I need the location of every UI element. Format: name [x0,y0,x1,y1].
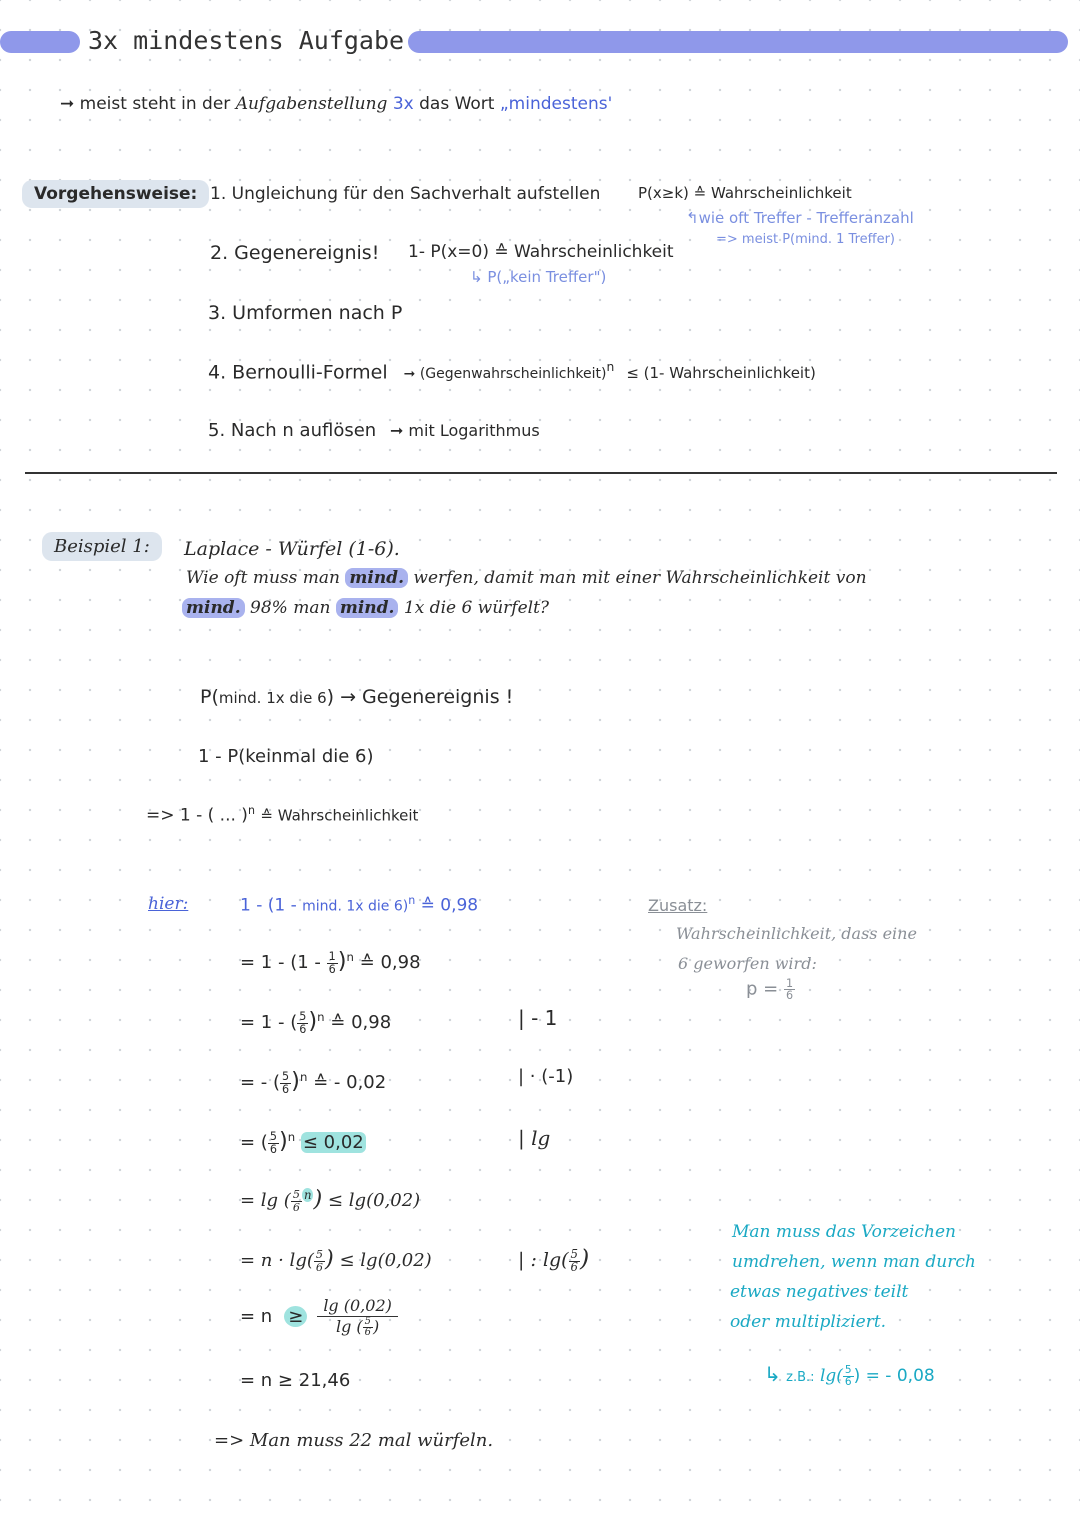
fraction-5-6: $\frac{5}{6}$ [364,1316,371,1338]
procedure-step1-formula: P(x≥k) ≙ Wahrscheinlichkeit [638,184,852,202]
calc-line1: 1 - (1 - mind. 1x die 6)$^n$ ≙ 0,98 [240,894,479,916]
extra-label: Zusatz: [648,896,708,915]
procedure-step1-note1: ↰wie oft Treffer - Trefferanzahl [686,209,914,227]
calc-line2: = 1 - (1 - $\frac{1}{6}$ )$^n$ ≙ 0,98 [240,948,421,976]
procedure-step4: 4. Bernoulli-Formel ➞ (Gegenwahrscheinlichkeit)$^n$ ≤ (1- Wahrscheinlichkeit) [208,360,816,384]
extra-note3: etwas negatives teilt [730,1282,909,1302]
fraction-5-6: $\frac{5}{6}$ [570,1246,579,1274]
extra-p: p = $\frac{1}{6}$ [746,977,794,1003]
calc-line5: = ( $\frac{5}{6}$ )$^n$ ≤ 0,02 [240,1128,364,1156]
example-step-c: => 1 - ( ... )$^n$ ≙ Wahrscheinlichkeit [146,804,419,826]
procedure-label: Vorgehensweise: [22,180,209,208]
procedure-step2-note: ↳ P(„kein Treffer") [470,268,607,286]
calc-result: => Man muss 22 mal würfeln. [214,1430,494,1451]
example-step-b: 1 - P(keinmal die 6) [198,746,374,767]
procedure-step1-note2: => meist P(mind. 1 Treffer) [716,232,895,247]
extra-line2: 6 geworfen wird: [678,954,817,973]
procedure-step1: 1. Ungleichung für den Sachverhalt aufstellen [210,184,601,204]
calc-op-times-minus1: | · (-1) [518,1066,574,1087]
page-title: 3x mindestens Aufgabe [88,26,405,55]
fraction-5-6: $\frac{5}{6}$ [315,1248,323,1274]
example-step-a: P(mind. 1x die 6) → Gegenereignis ! [200,686,514,708]
calc-op-minus1: | - 1 [518,1006,558,1030]
example-label: Beispiel 1: [42,532,162,561]
extra-note4: oder multipliziert. [730,1312,887,1332]
calc-line9: = n ≥ 21,46 [240,1370,351,1391]
procedure-step3: 3. Umformen nach P [208,302,403,324]
extra-line1: Wahrscheinlichkeit, dass eine [676,924,917,943]
calc-op-divide-lg: | : lg( $\frac{5}{6}$ ) [518,1244,590,1274]
calc-line7: = n · lg( $\frac{5}{6}$ ) ≤ lg(0,02) [240,1246,432,1274]
fraction-1-6: $\frac{1}{6}$ [785,977,794,1003]
calc-line6: = lg ( $\frac{5}{6}$ $^n$) ≤ lg(0,02) [240,1186,421,1214]
extra-note1: Man muss das Vorzeichen [732,1222,956,1242]
fraction-5-6: $\frac{5}{6}$ [269,1130,277,1156]
fraction-5-6: $\frac{5}{6}$ [299,1010,307,1036]
fraction-5-6: $\frac{5}{6}$ [282,1070,290,1096]
title-bar-left [0,31,80,53]
calc-line8-fraction: lg (0,02) lg ( $\frac{5}{6}$ ) [317,1296,398,1338]
calc-line4: = - ( $\frac{5}{6}$ )$^n$ ≙ - 0,02 [240,1068,387,1096]
calc-line8-denominator: lg ( $\frac{5}{6}$ ) [335,1316,380,1338]
example-line1: Laplace - Würfel (1-6). [184,538,400,560]
example-line3: mind. 98% man mind. 1x die 6 würfelt? [182,598,549,618]
extra-note2: umdrehen, wenn man durch [732,1252,976,1272]
fraction-5-6: $\frac{5}{6}$ [844,1363,852,1388]
example-line2: Wie oft muss man mind. werfen, damit man mit einer Wahrscheinlichkeit von [186,568,867,588]
procedure-step2: 2. Gegenereignis! [210,242,380,264]
fraction-1-6: $\frac{1}{6}$ [328,950,336,976]
section-divider [25,472,1057,474]
intro-line: ➞ meist steht in der Aufgabenstellung 3x das Wort „mindestens' [60,94,613,114]
procedure-step5: 5. Nach n auflösen ➞ mit Logarithmus [208,420,540,441]
calc-line3: = 1 - ( $\frac{5}{6}$ )$^n$ ≙ 0,98 [240,1008,392,1036]
calc-hier: hier: [148,894,189,914]
calc-line8: = n ≥ lg (0,02) lg ( $\frac{5}{6}$ ) [240,1296,398,1338]
calc-op-lg: | lg [518,1126,551,1150]
title-bar-right [408,31,1068,53]
fraction-5-6: $\frac{5}{6}$ [292,1188,300,1214]
extra-example: ↳ z.B.: lg( $\frac{5}{6}$ ) = - 0,08 [764,1362,935,1388]
procedure-step2-formula: 1- P(x=0) ≙ Wahrscheinlichkeit [408,242,674,262]
